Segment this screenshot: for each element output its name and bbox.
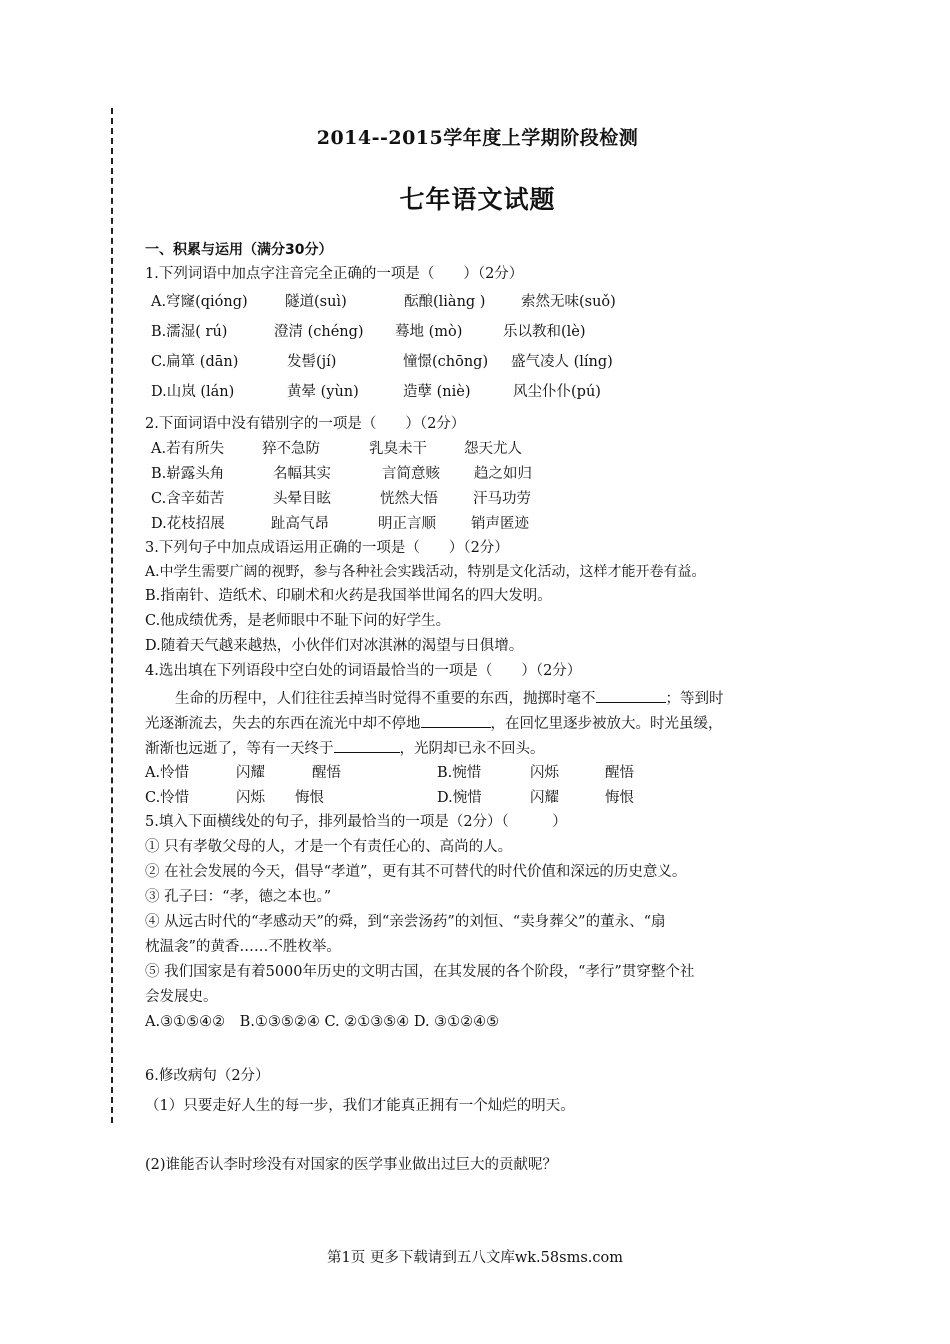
exam-header-title: 2014--2015学年度上学期阶段检测 — [316, 127, 639, 149]
question-5-sentence-1: ① 只有孝敬父母的人，才是一个有责任心的、高尚的人。 — [145, 839, 513, 855]
question-5-sentence-5-cont: 会发展史。 — [145, 989, 218, 1005]
question-4-stem: 4.选出填在下列语段中空白处的词语最恰当的一项是（ ）（2分） — [145, 663, 582, 679]
question-6-stem: 6.修改病句（2分） — [145, 1068, 270, 1084]
question-5-stem: 5.填入下面横线处的句子，排列最恰当的一项是（2分）（ ） — [145, 814, 567, 830]
question-3-option-d: D.随着天气越来越热，小伙伴们对冰淇淋的渴望与日俱增。 — [145, 638, 524, 654]
binding-margin-dashed-line — [111, 108, 113, 1123]
question-3-option-b: B.指南针、造纸术、印刷术和火药是我国举世闻名的四大发明。 — [145, 588, 552, 604]
fill-blank-1[interactable] — [596, 688, 666, 703]
question-5-sentence-5: ⑤ 我们国家是有着5000年历史的文明古国，在其发展的各个阶段，“孝行”贯穿整个社 — [145, 964, 695, 980]
question-5-sentence-2: ② 在社会发展的今天，倡导“孝道”，更有其不可替代的时代价值和深远的历史意义。 — [145, 864, 687, 880]
section-heading: 一、积累与运用（满分30分） — [145, 242, 333, 258]
question-2-stem: 2.下面词语中没有错别字的一项是（ ）（2分） — [145, 416, 466, 432]
question-4-passage-line-2: 光逐渐流去，失去的东西在流光中却不停地 ，在回忆里逐步被放大。时光虽缓， — [145, 713, 723, 734]
question-5-sentence-4: ④ 从远古时代的“孝感动天”的舜，到“亲尝汤药”的刘恒、“卖身葬父”的董永、“扇 — [145, 914, 666, 930]
question-3-option-c: C.他成绩优秀，是老师眼中不耻下问的好学生。 — [145, 613, 451, 629]
question-1-stem: 1.下列词语中加点字注音完全正确的一项是（ ）（2分） — [145, 266, 524, 282]
fill-blank-2[interactable] — [421, 713, 491, 728]
exam-subject-title: 七年语文试题 — [399, 185, 556, 214]
question-6-sentence-2: (2)谁能否认李时珍没有对国家的医学事业做出过巨大的贡献呢？ — [145, 1157, 558, 1173]
page-footer: 第1页 更多下载请到五八文库wk.58sms.com — [327, 1250, 623, 1266]
question-4-passage-line-3: 渐渐也远逝了，等有一天终于 ，光阴却已永不回头。 — [145, 738, 545, 759]
question-3-option-a: A.中学生需要广阔的视野，参与各种社会实践活动，特别是文化活动，这样才能开卷有益。 — [145, 564, 706, 580]
fill-blank-3[interactable] — [334, 738, 400, 753]
question-5-sentence-4-cont: 枕温衾”的黄香……不胜枚举。 — [145, 939, 341, 955]
question-3-stem: 3.下列句子中加点成语运用正确的一项是（ ）（2分） — [145, 540, 509, 556]
question-4-passage-line-1: 生命的历程中，人们往往丢掉当时觉得不重要的东西，抛掷时毫不 ；等到时 — [175, 688, 724, 709]
question-6-sentence-1: （1）只要走好人生的每一步，我们才能真正拥有一个灿烂的明天。 — [145, 1098, 575, 1114]
question-5-sentence-3: ③ 孔子曰：“孝，德之本也。” — [145, 889, 332, 905]
question-5-options: A.③①⑤④② B.①③⑤②④ C. ②①③⑤④ D. ③①②④⑤ — [145, 1014, 500, 1030]
